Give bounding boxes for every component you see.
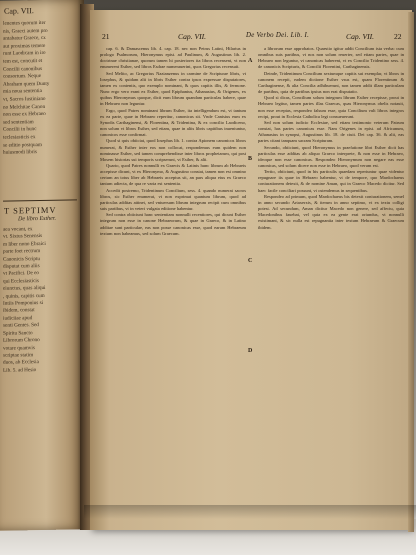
paragraph: cap. 6. & Damascenus lib. 4. cap. 18. nec non Petrus Latini, Hilarius in prologo Psalmorum, Hieronymus epist. ad Paulinum, & Augustinus lib. 2. doctrinae christianae, quorum tamen hi posteriores ita libros recensent, vt non enumerent Esther, sed libros Esdrae numerauerint, quos Gregorius recensuit.: [100, 46, 246, 70]
paragraph: Secundo, obiiciunt, quod Hieronymus in praefatione libri Esther dicit has particulas esse additas ab aliquo Graeco interprete, & non esse in Hebraeo, ideoque non esse canonicas. Respondeo Hieronymum non negare eas esse canonicas, sed solum dicere non esse in Hebraeo, quod verum est.: [258, 144, 404, 168]
page-edge: [408, 12, 414, 532]
left-page-text-bottom-body: aea vocant, ex vt. Sixtus Senensis m liber nono Ebraici parte foet rectrum Canonicis Scriptu disputat cum aliis vt Pacifici. De eo qui Ecclesiasticis eiunctus, quas aliqui , quinis, capitis cum Intiis Pomponius si ibidem, constat iudiciiae apud senti Gentes. Sed Spiritu Sancto Librorum Chrono votare quamvis scriptae statim duos, ab Ecclesia Lib. 5. ad Hesio: [3, 226, 46, 374]
paragraph: Sed contra obiiciunt hanc sententiam nonnulli recentiores, qui dicunt Esther integrum non esse in canone Hebraeorum, & quae in Graeco, & in Latino additae sunt particulae, eas non posse canonicas esse, quod earum Hebraeum textum non habeamus, sed solum Graecum.: [100, 212, 246, 236]
paragraph: Accedit postremo, Tridentinum Concilium, sess. 4. quando numerat sacros libros, sic Esther enumerat, vt non exprimat quantum librum, quod ad particulas additas attinet, sed vniuersum librum integrum recipit cum omnibus suis partibus, vt in veteri vulgata editione habentur.: [100, 187, 246, 212]
left-page-text-bottom: [3, 225, 77, 374]
paragraph: Quod si dicas, Concilium solum integrum librum Esther recepisse, prout in Hebraeo legitur, tamen partes illas Graecas, quas Hieronymus obelis notauit, non esse receptas, respondeo falsum esse, quia Concilium vult libros integros recipi, prout in Ecclesia Catholica legi consueuerunt.: [258, 95, 404, 119]
paragraph: Tertio, obiiciunt, quod in his particulis quaedam reperiuntur quae videntur repugnare iis quae in Hebraeo habentur, vt de tempore, quo Mardochaeus coniurationem detexit, & de nomine Aman, qui in Graeco Macedo dicitur. Sed haec facile conciliari possunt, vt ostendemus in sequentibus.: [258, 169, 404, 193]
margin-letter: C: [248, 258, 253, 264]
paragraph: Quod si quis obiiciat, quod Iosephus lib. 1. contra Apionem canonicos libros numerat, & Esther inter eos non collocat, respondemus eum quidem non nominasse Esther, sed tamen comprehendisse inter libros prophetarum, qui post Mosem historias sui temporis scripserunt, vt Esther, & alii.: [100, 138, 246, 162]
page-number-left: 21: [102, 32, 110, 41]
left-page-text-top-body: lenentes quorum iter nis, Graeci autem pro antabatur Graece, cx aut proximas temere runt Laodicam in ire tem est, concutit et Concilii canonibus consortum. Neque Abraham quem Dunty mia noua sententia vt, Sacros Iustiniano no Melchitae Canon non esse ex Hebraeo sed sententiam Concilii in hunc teclesiasticis ex se editio postquam huiusmodi libris: [3, 19, 50, 156]
right-page: [90, 10, 412, 530]
chapter-label-right: Cap. VII.: [346, 32, 375, 41]
paragraph: Deinde, Tridentinum Concilium sextumque capitis sui exemplar, vt libros in canonem recepit, eadem dictione Esther vsus est, quam Florentinum & Carthaginense, & alia Concilia adhibuerunt, non tamen addit illam particulam de partibus, quia de partibus ipsius non erat disputatio.: [258, 70, 404, 95]
left-page-section-title: T SEPTIMV: [4, 204, 57, 216]
paragraph: Sed non solum iudicio Ecclesiae, sed etiam testimonio veterum Patrum constat, has partes canonicas esse. Nam Origenes in epist. ad Africanum, Athanasius in synopsi, Augustinus lib. 18. de ciuit. Dei cap. 36. & alii, eas partes citant tanquam sacram Scripturam.: [258, 119, 404, 144]
running-title: De Verbo Dei. Lib. I.: [246, 32, 310, 39]
left-page-header: Cap. VII.: [4, 6, 34, 16]
text-column-right: [258, 46, 404, 516]
left-page-text-top: [3, 19, 77, 157]
paragraph: Ergo, quod Patres nominant librum Esther, ita intelligendum est, vt tantum ex ea parte, quae in Hebraeo reperitur, canonicus sit. Vnde Canisius eum ex Synodis Carthaginensi, & Florentina, & Tridentina, & ex concilio Laodiceno, non solum vt libros Esther, sed etiam, quae in aliis libris capitibus inueniuntur, canonicos esse confirmat.: [100, 107, 246, 138]
margin-letter: A: [248, 58, 253, 64]
left-page: [0, 0, 84, 531]
chapter-label-left: Cap. VII.: [178, 32, 207, 41]
margin-letter: D: [248, 348, 253, 354]
paragraph: Quarto, quod Patres nonnulli ex Graecis & Latinis hunc librum ab Hebraeis accepisse dicunt, vt ex Hieronymo, & Augustino constat, tamen non est omnino certum an totus liber ab Hebraeis acceptus sit, an pars aliqua eius ex Graeco tantum adiecta, de qua re varia est sententia.: [100, 162, 246, 187]
left-page-section-subtitle: De libro Esther.: [18, 215, 56, 223]
paragraph: a librorum esse approbatos. Quaestio igitur addit Concilium ista verba: cum omnibus suis partibus, vt nos non solum reuerter, sed etiam partes, quae in Hebraeo non leguntur, vt canonicas haberent, vt ex Concilio Tridentino sess. 4. de canonicis Scripturis, & Concilii Florentini, Carthaginensis.: [258, 46, 404, 70]
paragraph: Respondeo ad primum, quod Mardochaeus bis detexit coniurationem, semel in anno secundo Artaxerxis, & iterum in anno septimo, vt ex textu colligi potest. Ad secundum, Aman dicitur Macedo non genere, sed affectu, quia Macedonibus fauebat, vel quia ex ea gente erat oriundus, vt nonnulli existimant, & sic nulla est repugnantia inter textum Hebraeum & Graecum ibidem.: [258, 193, 404, 230]
paragraph: Sed Melito, ac Gregorius Nazianzenus in carmine de Scripturae libris, vt Iosephus, & quidam alii in libris Esther contra ipsos expressae disputatores, tamen ex contentis, quo exemplo nominant, & quos capitis illis, & fermone. Nunc ergo vero erant ex Esther, quod Epiphanius, Athanasius, & Origenes, ex quibus Hieronymus quoque, dicit eum librum quandam particulas habere, quae in Hebraeo non leguntur.: [100, 70, 246, 107]
margin-letter: B: [248, 156, 253, 162]
running-header: [90, 32, 412, 44]
text-column-left: [100, 46, 246, 516]
book-shadow: [84, 505, 416, 519]
left-page-rule: [3, 199, 77, 201]
page-number-right: 22: [394, 32, 402, 41]
